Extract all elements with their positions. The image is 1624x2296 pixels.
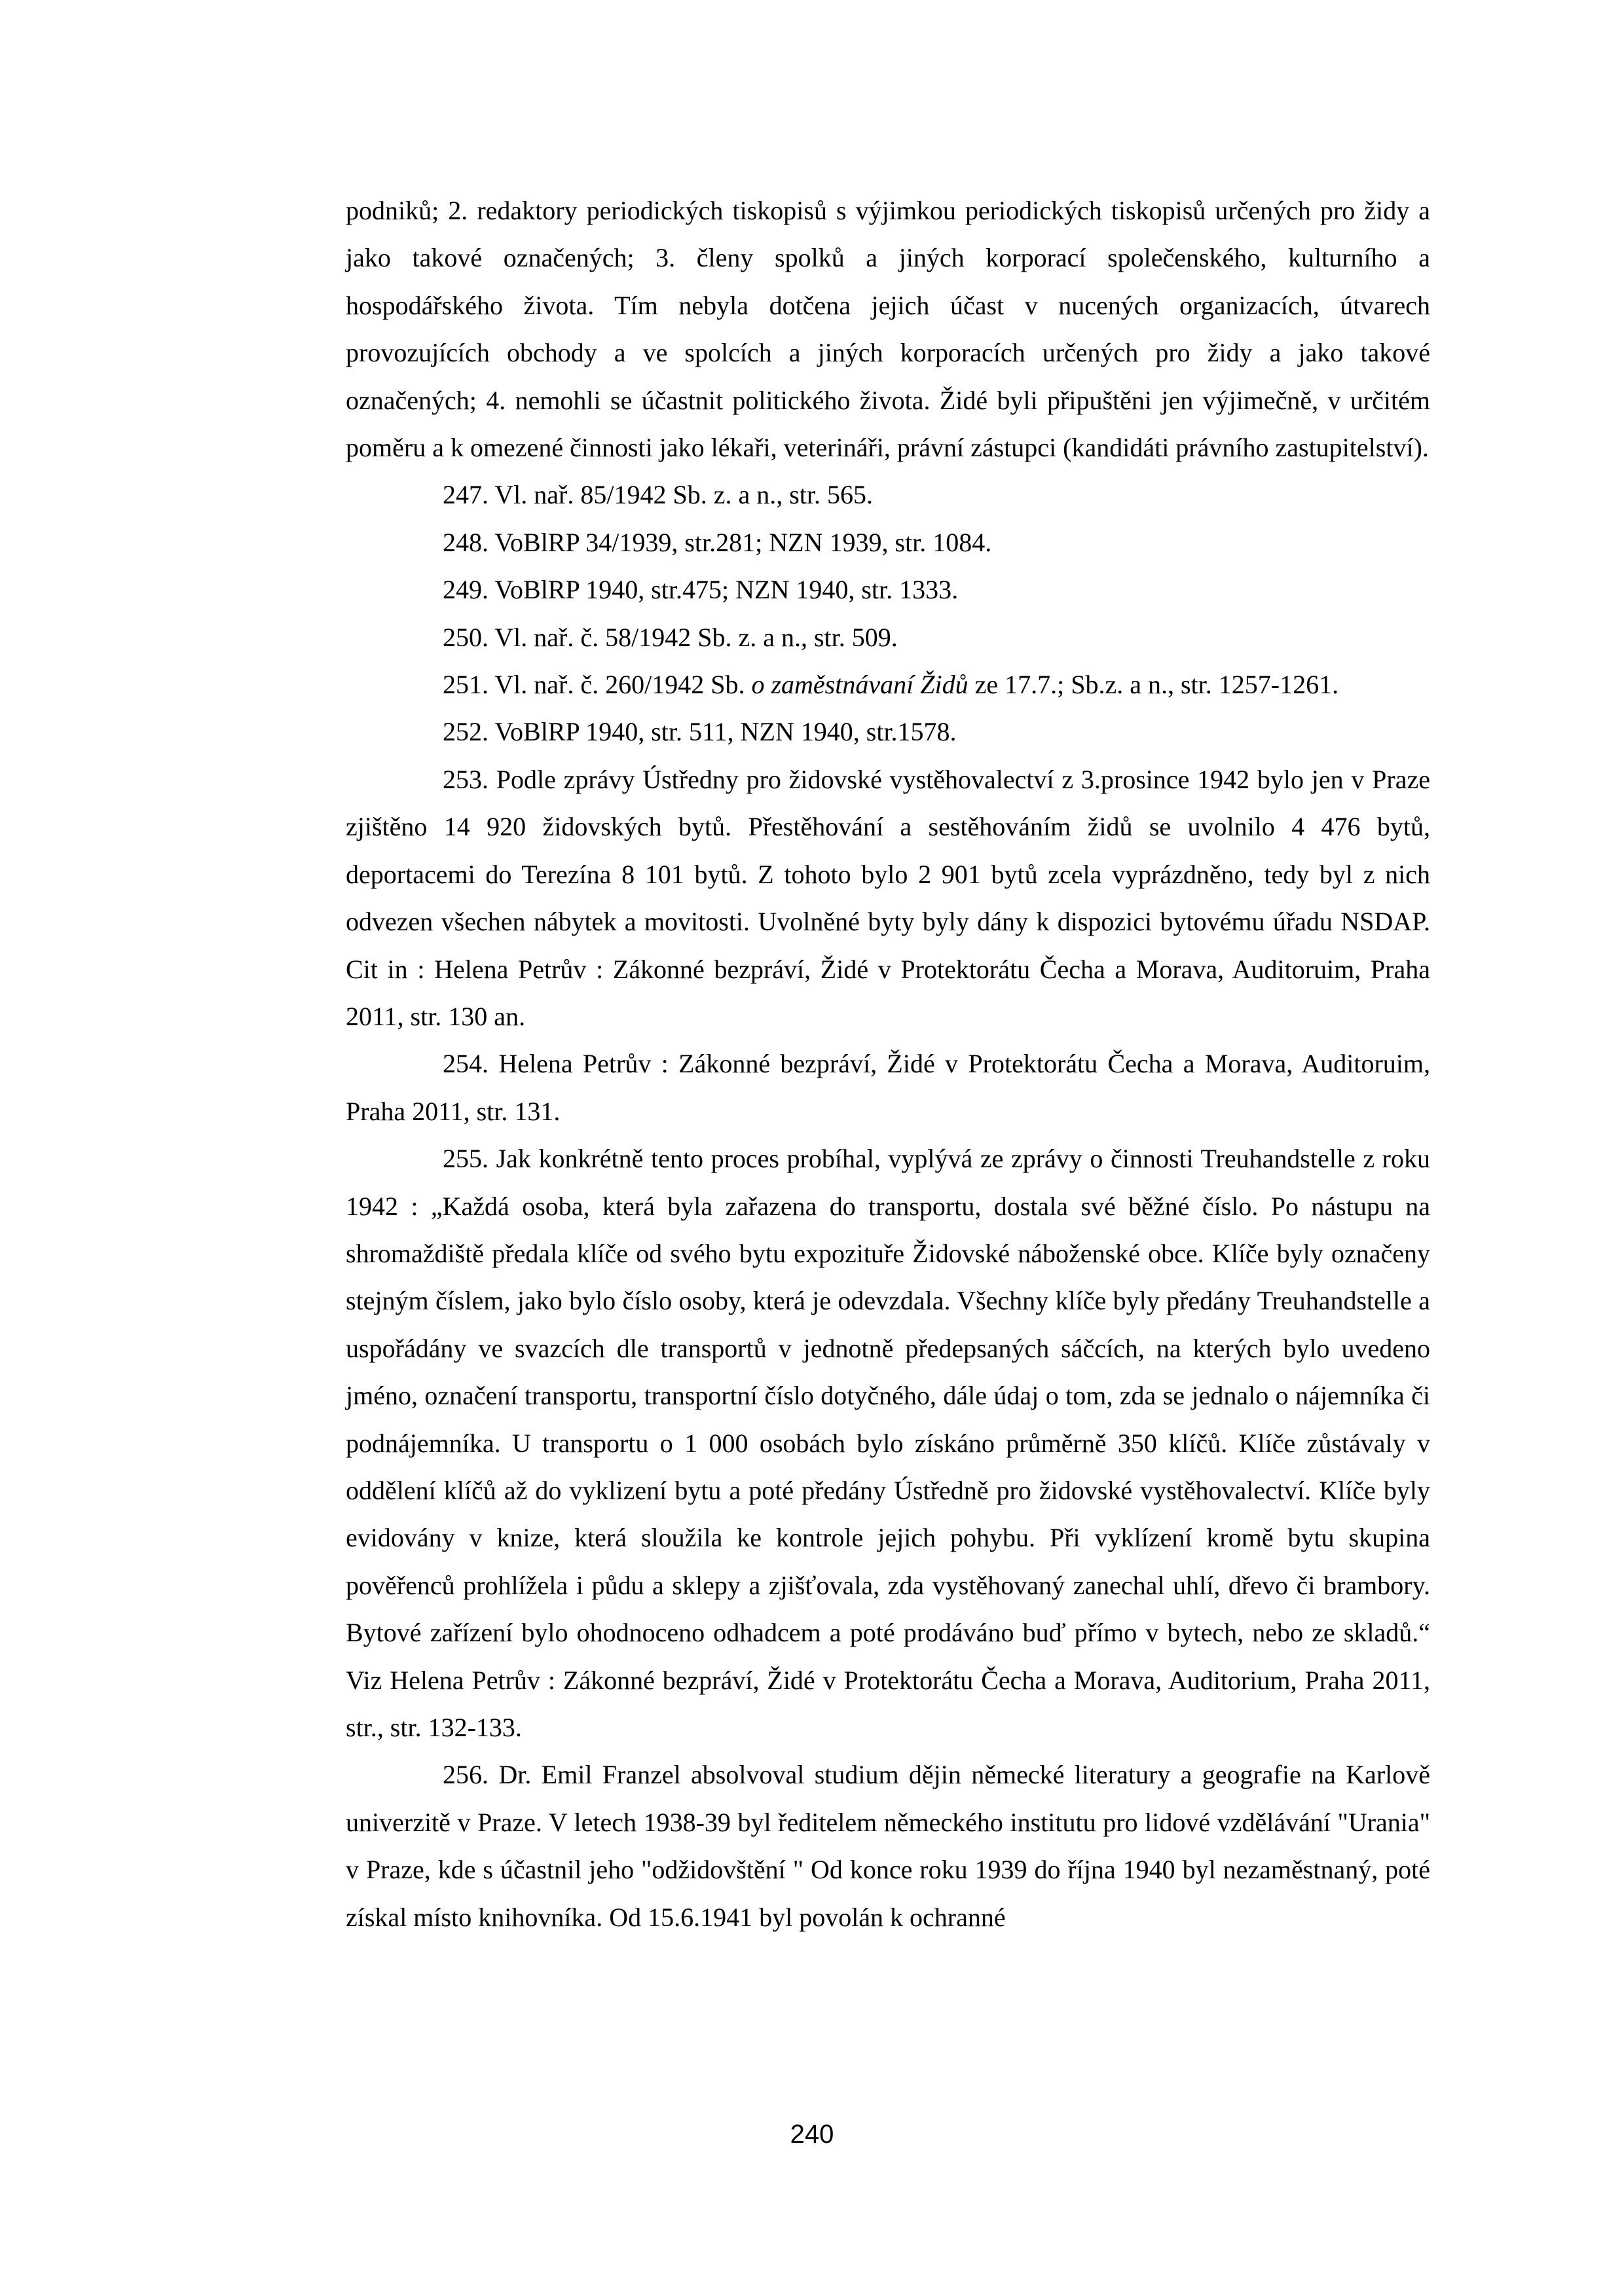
note-248: 248. VoBlRP 34/1939, str.281; NZN 1939, str. 1084. — [443, 527, 992, 557]
note-251-rest: ze 17.7.; Sb.z. a n., str. 1257-1261. — [968, 670, 1339, 700]
note-247: 247. Vl. nař. 85/1942 Sb. z. a n., str. 565. — [443, 480, 874, 510]
note-254: 254. Helena Petrův : Zákonné bezpráví, Židé v Protektorátu Čecha a Morava, Auditoruim, Praha 2011, str. 131. — [346, 1049, 1430, 1126]
note-249: 249. VoBlRP 1940, str.475; NZN 1940, str. 1333. — [443, 575, 959, 605]
note-253: 253. Podle zprávy Ústředny pro židovské vystěhovalectví z 3.prosince 1942 bylo jen v Praze zjištěno 14 920 židovských bytů. Přestěhování a sestěhováním židů se uvolnilo 4 476 bytů, deportacemi do Terezína 8 101 bytů. Z tohoto bylo 2 901 bytů zcela vyprázdněno, tedy byl z nich odvezen všechen nábytek a movitosti. Uvolněné byty byly dány k dispozici bytovému úřadu NSDAP. Cit in : Helena Petrův : Zákonné bezpráví, Židé v Protektorátu Čecha a Morava, Auditoruim, Praha 2011, str. 130 an. — [346, 764, 1430, 1031]
footnotes-text — [346, 187, 1430, 1941]
note-251-text: 251. Vl. nař. č. 260/1942 Sb. — [443, 670, 752, 700]
note-256: 256. Dr. Emil Franzel absolvoval studium dějin německé literatury a geografie na Karlově univerzitě v Praze. V letech 1938-39 byl ředitelem německého institutu pro lidové vzdělávání "Urania" v Praze, kde s účastnil jeho "odžidovštění " Od konce roku 1939 do října 1940 byl nezaměstnaný, poté získal místo knihovníka. Od 15.6.1941 byl povolán k ochranné — [346, 1760, 1430, 1932]
note-252: 252. VoBlRP 1940, str. 511, NZN 1940, str.1578. — [443, 717, 957, 747]
note-255: 255. Jak konkrétně tento proces probíhal, vyplývá ze zprávy o činnosti Treuhandstelle z roku 1942 : „Každá osoba, která byla zařazena do transportu, dostala své běžné číslo. Po nástupu na shromaždiště předala klíče od svého bytu expozituře Židovské náboženské obce. Klíče byly označeny stejným číslem, jako bylo číslo osoby, která je odevzdala. Všechny klíče byly předány Treuhandstelle a uspořádány ve svazcích dle transportů v jednotně předepsaných sáčcích, na kterých bylo uvedeno jméno, označení transportu, transportní číslo dotyčného, dále údaj o tom, zda se jednalo o nájemníka či podnájemníka. U transportu o 1 000 osobách bylo získáno průměrně 350 klíčů. Klíče zůstávaly v oddělení klíčů až do vyklizení bytu a poté předány Ústředně pro židovské vystěhovalectví. Klíče byly evidovány v knize, která sloužila ke kontrole jejich pohybu. Při vyklízení kromě bytu skupina pověřenců prohlížela i půdu a sklepy a zjišťovala, zda vystěhovaný zanechal uhlí, dřevo či brambory. Bytové zařízení bylo ohodnoceno odhadcem a poté prodáváno buď přímo v bytech, nebo ze skladů.“ Viz Helena Petrův : Zákonné bezpráví, Židé v Protektorátu Čecha a Morava, Auditorium, Praha 2011, str., str. 132-133. — [346, 1144, 1430, 1742]
page-number: 240 — [790, 2120, 834, 2149]
continuation-paragraph: podniků; 2. redaktory periodických tiskopisů s výjimkou periodických tiskopisů určených pro židy a jako takové označených; 3. členy spolků a jiných korporací společenského, kulturního a hospodářského života. Tím nebyla dotčena jejich účast v nucených organizacích, útvarech provozujících obchody a ve spolcích a jiných korporacích určených pro židy a jako takové označených; 4. nemohli se účastnit politického života. Židé byli připuštěni jen výjimečně, v určitém poměru a k omezené činnosti jako lékaři, veterináři, právní zástupci (kandidáti právního zastupitelství). — [346, 196, 1430, 463]
note-250: 250. Vl. nař. č. 58/1942 Sb. z. a n., str. 509. — [443, 622, 898, 652]
note-251 — [346, 661, 1430, 708]
note-251-title: o zaměstnávaní Židů — [751, 670, 969, 700]
